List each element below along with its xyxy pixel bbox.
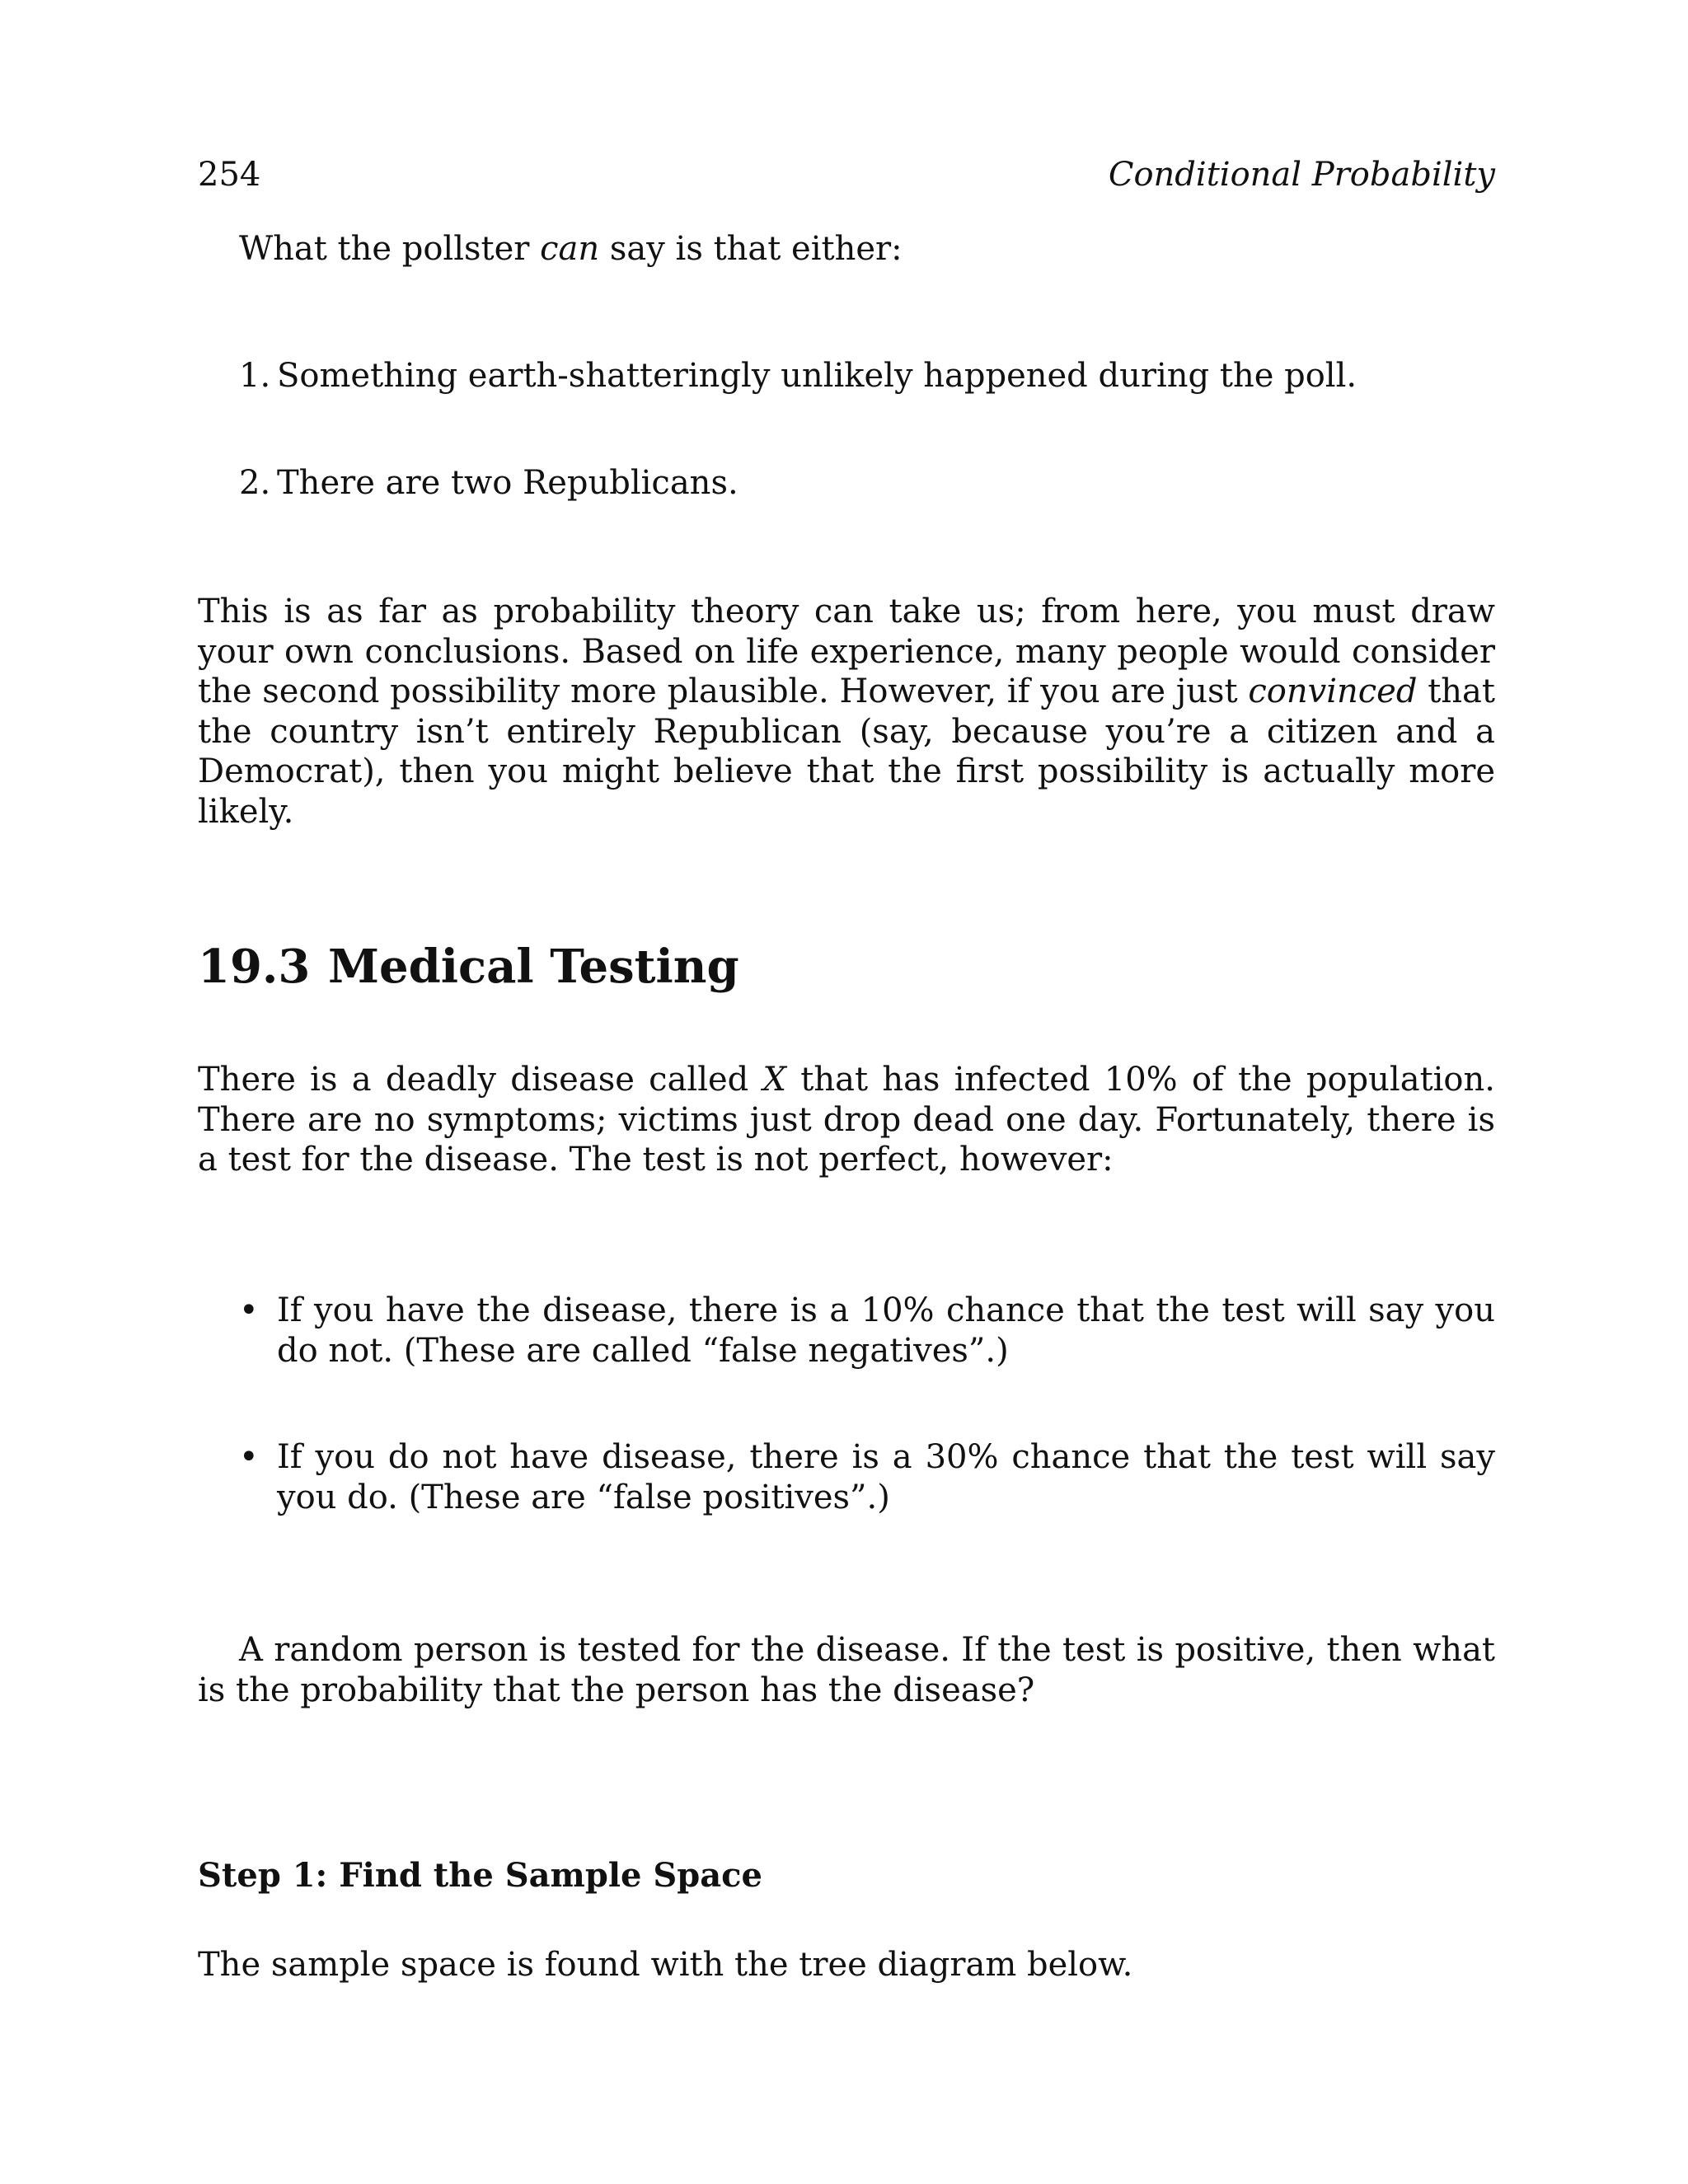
conclusion-emphasis: convinced — [1248, 673, 1418, 710]
intro-paragraph — [198, 229, 1495, 269]
disease-paragraph — [198, 1060, 1495, 1180]
bullet-text: If you have the disease, there is a 10% chance that the test will say you do not. (These are called “false negatives”.) — [277, 1291, 1495, 1370]
list-marker: 1. — [239, 357, 271, 395]
bullet-text: If you do not have disease, there is a 30% chance that the test will say you do. (These are “false positives”.) — [277, 1438, 1495, 1516]
question-paragraph: A random person is tested for the disease. If the test is positive, then what is the probability that the person has the disease? — [198, 1631, 1495, 1709]
step-paragraph: The sample space is found with the tree diagram below. — [198, 1946, 1133, 1984]
intro-text-after: say is that either: — [599, 230, 903, 268]
list-marker: 2. — [239, 464, 271, 502]
section-heading — [198, 938, 739, 996]
conclusion-text-1: This is as far as probability theory can take us; from here, you must draw your own conclusions. Based on life experience, many people would consider the second possibility more plausible. However, if you are just — [198, 593, 1495, 710]
document-page — [198, 0, 1495, 2184]
list-item-text: Something earth-shatteringly unlikely happened during the poll. — [277, 357, 1357, 395]
section-number: 19.3 — [198, 940, 311, 994]
page-number: 254 — [198, 156, 261, 194]
conclusion-text-2: that the country isn’t entirely Republican (say, because you’re a citizen and a Democrat), then you might believe that the first possibility is actually more likely. — [198, 673, 1495, 831]
step-heading: Step 1: Find the Sample Space — [198, 1856, 762, 1895]
section-title: Medical Testing — [328, 940, 739, 994]
intro-text-before: What the pollster — [239, 230, 541, 268]
bullet-marker: • — [239, 1291, 259, 1329]
conclusion-paragraph — [198, 592, 1495, 832]
disease-variable: X — [762, 1061, 787, 1099]
disease-text-2: that has infected 10% of the population. There are no symptoms; victims just drop dead one day. Fortunately, there is a test for the disease. The test is not perfect, however: — [198, 1061, 1495, 1179]
disease-text-1: There is a deadly disease called — [198, 1061, 763, 1099]
list-item-text: There are two Republicans. — [277, 464, 738, 502]
bullet-marker: • — [239, 1438, 259, 1476]
running-title: Conditional Probability — [1108, 156, 1495, 194]
intro-emphasis: can — [540, 230, 600, 268]
